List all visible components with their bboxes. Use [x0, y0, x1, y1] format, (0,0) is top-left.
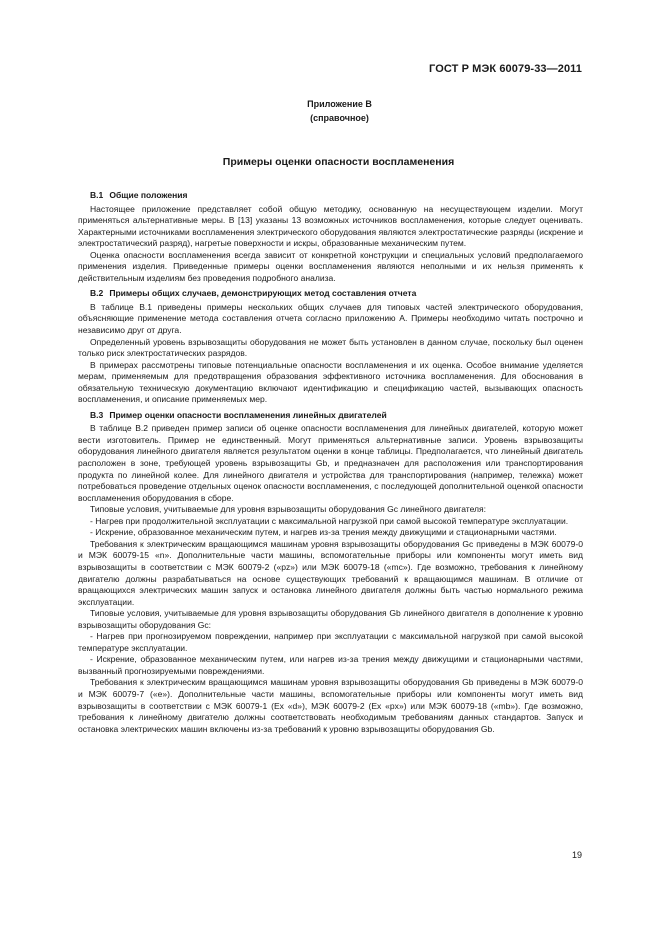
- page-number: 19: [571, 850, 582, 860]
- annex-heading: [0, 97, 661, 125]
- section-heading: [78, 410, 583, 422]
- paragraph: Типовые условия, учитываемые для уровня взрывозащиты оборудования Gc линейного двигателя:: [90, 504, 487, 515]
- annex-title: Приложение В: [307, 99, 372, 109]
- section-number: В.1: [90, 190, 104, 200]
- paragraph: Требования к электрическим вращающимся машинам уровня взрывозащиты оборудования Gb приведены в МЭК 60079-0 и МЭК 60079-7 («e»). Дополнительные части машины, вспомогательные приборы или компоненты могут иметь вид взрывозащиты в соответствии с МЭК 60079-1 (Ex «d»), МЭК 60079-2 (Ex «px») или МЭК 60079-18 («mb»). Где возможно, требования к линейному двигателю должны соответствовать необходимым требованиям данных стандартов. Запуск и остановка электрических машин включены из-за требований к уровню взрывозащиты оборудования Gb.: [78, 677, 583, 734]
- page-title: Примеры оценки опасности воспламенения: [222, 156, 455, 168]
- section-title: Общие положения: [109, 190, 188, 200]
- list-item: - Нагрев при продолжительной эксплуатации с максимальной нагрузкой при самой высокой температуре эксплуатации.: [90, 515, 569, 526]
- annex-subtitle: (справочное): [310, 113, 369, 123]
- list-item: - Нагрев при прогнозируемом повреждении, например при эксплуатации с максимальной нагрузкой при самой высокой температуре эксплуатации.: [78, 631, 583, 653]
- section-heading: [78, 190, 583, 202]
- section-title: Пример оценки опасности воспламенения линейных двигателей: [109, 409, 387, 420]
- paragraph: Требования к электрическим вращающимся машинам уровня взрывозащиты оборудования Gc приведены в МЭК 60079-0 и МЭК 60079-15 «n». Дополнительные части машины, вспомогательные приборы или компоненты могут иметь вид взрывозащиты в соответствии с МЭК 60079-2 («pz») или МЭК 60079-18 («mc»). Где возможно, требования к линейному двигателю должны разрабатываться на основе существующих требований к вращающимся машинам. В отличие от вращающихся электрических машин запуск и остановка линейного двигателя должны быть частью нормального режима эксплуатации.: [78, 538, 583, 607]
- paragraph: Настоящее приложение представляет собой общую методику, основанную на несуществующем изделии. Могут применяться альтернативные меры. В [13] указаны 13 возможных источников воспламенения, которые следует оценивать. Характерными источниками воспламенения электрического оборудования являются электростатические разряды (искрение и электростатический разряд), нагретые поверхности и искры, образованные механическим путем.: [78, 203, 583, 249]
- section-heading: [78, 288, 583, 300]
- document-body: [78, 186, 583, 735]
- list-item: - Искрение, образованное механическим путем, или нагрев из-за трения между движущими и стационарными частями, вызванный прогнозируемыми повреждениями.: [78, 654, 583, 676]
- paragraph: Оценка опасности воспламенения всегда зависит от конкретной конструкции и специальных условий предполагаемого применения изделия. Приведенные примеры оценки воспламенения являются неполными и их нельзя применять к действительным изделиям без проведения подробного анализа.: [78, 249, 583, 283]
- paragraph: Определенный уровень взрывозащиты оборудования не может быть установлен в данном случае, поскольку был оценен только риск электростатических разрядов.: [78, 336, 583, 359]
- document-header: ГОСТ Р МЭК 60079-33—2011: [429, 63, 582, 75]
- paragraph: Типовые условия, учитываемые для уровня взрывозащиты оборудования Gb линейного двигателя в дополнение к уровню взрывозащиты оборудования Gc:: [78, 608, 583, 630]
- paragraph: В примерах рассмотрены типовые потенциальные опасности воспламенения и их оценка. Особое внимание уделяется мерам, применяемым для предотвращения образования эффективного источника воспламенения. Для обоснования в обязательную техническую документацию включают идентификацию и спецификацию частей, вызывающих опасность воспламенения, и описание применяемых мер.: [78, 359, 583, 405]
- paragraph: В таблице В.1 приведены примеры нескольких общих случаев для типовых частей электрического оборудования, объясняющие применение метода составления отчета согласно приложению А. Примеры необходимо читать построчно и независимо друг от друга.: [78, 301, 583, 336]
- section-title: Примеры общих случаев, демонстрирующих метод составления отчета: [109, 288, 417, 299]
- section-number: В.3: [90, 409, 104, 420]
- section-number: В.2: [90, 288, 104, 299]
- list-item: - Искрение, образованное механическим путем, и нагрев из-за трения между движущими и стационарными частями.: [90, 527, 557, 538]
- paragraph: В таблице В.2 приведен пример записи об оценке опасности воспламенения для линейных двигателей, которую может вести изготовитель. Пример не единственный. Могут применяться альтернативные записи. Уровень взрывозащиты оборудования линейного двигателя является результатом оценки в конце таблицы. Предполагается, что линейный двигатель расположен в зоне, требующей уровень взрывозащиты Gb, и предназначен для расположения или транспортирования продукта по линейной колее. Для линейного двигателя и устройства для транспортирования (например, тележка) может потребоваться проведение отдельных оценок опасности воспламенения, с последующей дополнительной оценкой опасности воспламенения оборудования в сборе.: [78, 423, 583, 503]
